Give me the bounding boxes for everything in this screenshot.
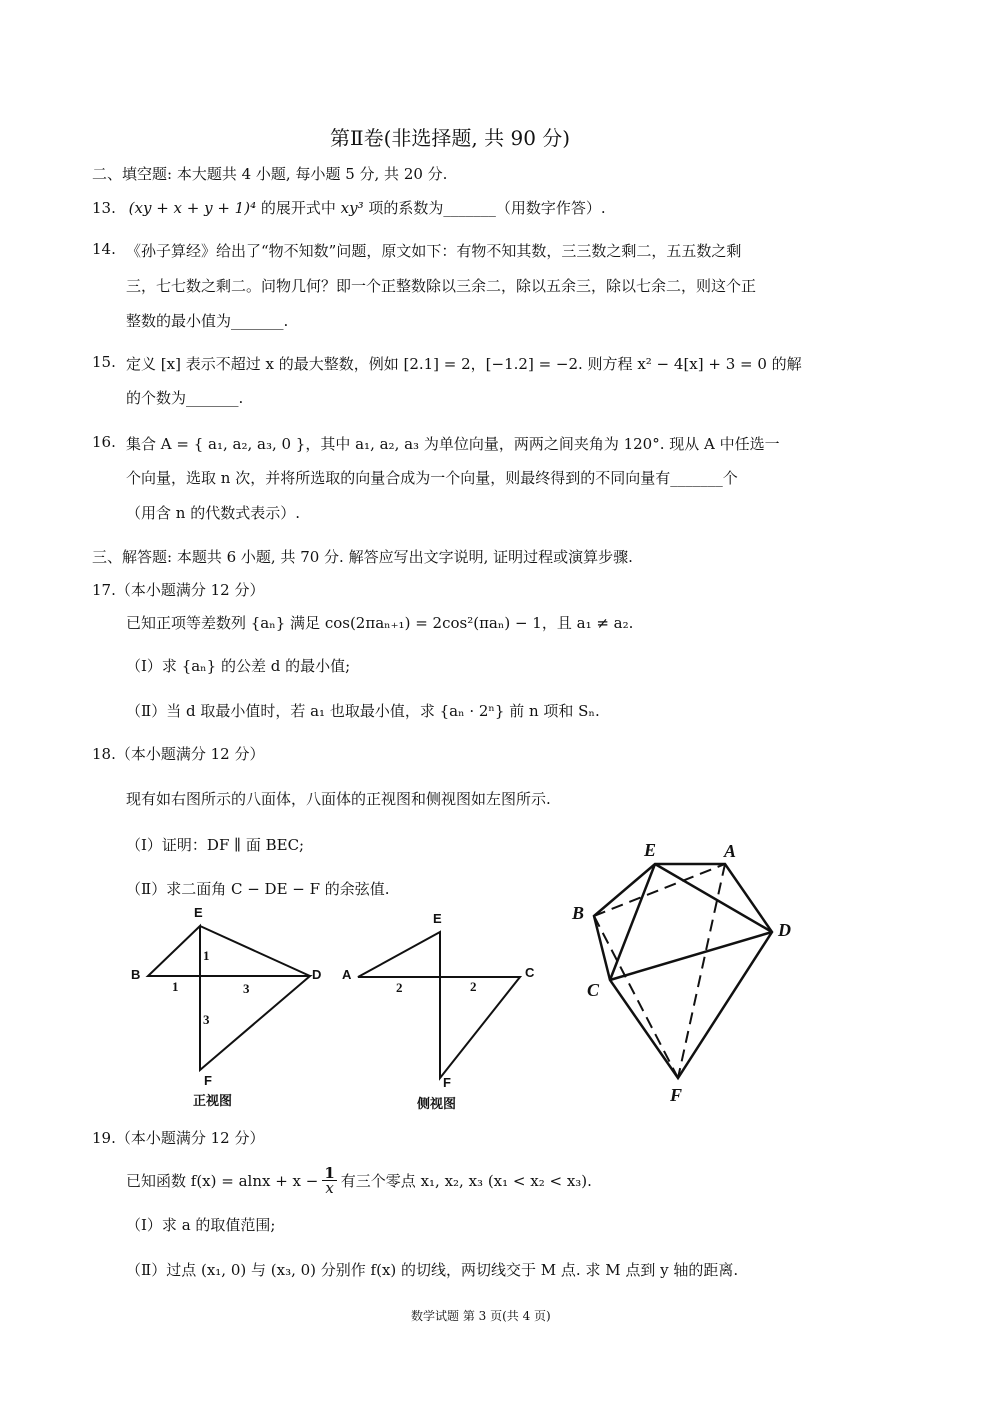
question-line: 集合 A = { a₁, a₂, a₃, 0 }，其中 a₁, a₂, a₃ 为单位向量，两两之间夹角为 120°. 现从 A 中任选一 (126, 435, 780, 453)
question-line: （用含 n 的代数式表示）. (126, 504, 300, 522)
question-line: 三，七七数之剩二。问物几何？即一个正整数除以三余二，除以五余三，除以七余二，则这个正 (126, 277, 757, 295)
page-title: 第Ⅱ卷(非选择题, 共 90 分) (330, 126, 571, 150)
side-view-label-C: C (525, 965, 535, 980)
question-line: 《孙子算经》给出了“物不知数”问题，原文如下：有物不知其数，三三数之剩二，五五数之剩 (126, 242, 742, 260)
question-heading: 18.（本小题满分 12 分） (92, 745, 265, 763)
front-view-label-D: D (312, 967, 322, 982)
question-part-1: （Ⅰ）求 a 的取值范围; (126, 1216, 276, 1234)
question-heading: 17.（本小题满分 12 分） (92, 581, 265, 599)
front-view-length: 1 (172, 979, 179, 994)
side-view-caption: 侧视图 (417, 1097, 457, 1112)
side-view-label-E: E (433, 911, 442, 926)
question-stem: 已知正项等差数列 {aₙ} 满足 cos(2πaₙ₊₁) = 2cos²(πaₙ) − 1，且 a₁ ≠ a₂. (126, 614, 634, 632)
question-part-1: （Ⅰ）证明：DF ∥ 面 BEC; (126, 836, 305, 854)
question-part-2: （Ⅱ）过点 (x₁, 0) 与 (x₃, 0) 分别作 f(x) 的切线，两切线交于 M 点. 求 M 点到 y 轴的距离. (126, 1261, 739, 1279)
fraction-numerator: 1 (324, 1164, 335, 1182)
front-view-caption: 正视图 (193, 1094, 233, 1109)
question-line: 个向量，选取 n 次，并将所选取的向量合成为一个向量，则最终得到的不同向量有_______个 (126, 469, 738, 487)
question-part-2: （Ⅱ）求二面角 C − DE − F 的余弦值. (126, 880, 390, 898)
text: 项的系数为_______（用数字作答）. (363, 199, 606, 217)
front-view-label-E: E (194, 905, 203, 920)
question-number: 15. (92, 353, 116, 371)
side-view-label-F: F (443, 1075, 451, 1090)
question-line: 整数的最小值为_______. (126, 312, 289, 330)
question-number: 13. (92, 199, 116, 217)
side-view-label-A: A (342, 967, 352, 982)
side-view-length: 2 (470, 979, 477, 994)
side-view-length: 2 (396, 980, 403, 995)
question-number: 16. (92, 433, 116, 451)
question-part-2: （Ⅱ）当 d 取最小值时，若 a₁ 也取最小值，求 {aₙ · 2ⁿ} 前 n 项和 Sₙ. (126, 702, 600, 720)
front-view-label-F: F (204, 1073, 212, 1088)
solid-label-B: B (572, 903, 585, 923)
question-line: 定义 [x] 表示不超过 x 的最大整数，例如 [2.1] = 2，[−1.2] = −2. 则方程 x² − 4[x] + 3 = 0 的解 (126, 355, 802, 373)
expression: (xy + x + y + 1)⁴ (128, 199, 257, 217)
solid-label-A: A (724, 841, 737, 861)
question-stem: 现有如右图所示的八面体，八面体的正视图和侧视图如左图所示. (126, 790, 551, 808)
stem-text: 已知函数 f(x) = alnx + x − (126, 1172, 319, 1190)
front-view-label-B: B (131, 967, 141, 982)
solid-label-F: F (670, 1085, 683, 1105)
solid-label-E: E (644, 840, 657, 860)
section-header-fill-in: 二、填空题: 本大题共 4 小题, 每小题 5 分, 共 20 分. (92, 165, 448, 183)
question-heading: 19.（本小题满分 12 分） (92, 1129, 265, 1147)
text: 的展开式中 (256, 199, 341, 217)
stem-text: 有三个零点 x₁, x₂, x₃ (x₁ < x₂ < x₃). (340, 1172, 592, 1190)
section-header-solve: 三、解答题: 本题共 6 小题, 共 70 分. 解答应写出文字说明, 证明过程或演算步骤. (92, 548, 633, 566)
question-number: 14. (92, 240, 116, 258)
page-footer: 数学试题 第 3 页(共 4 页) (411, 1309, 551, 1323)
question-part-1: （Ⅰ）求 {aₙ} 的公差 d 的最小值; (126, 657, 351, 675)
fraction-denominator: x (325, 1179, 334, 1197)
front-view-length: 1 (203, 948, 210, 963)
front-view-length: 3 (203, 1012, 210, 1027)
front-view-length: 3 (243, 981, 250, 996)
solid-label-D: D (778, 920, 791, 940)
fraction (322, 1166, 336, 1195)
question-stem (126, 1166, 592, 1195)
question-line: 的个数为_______. (126, 389, 244, 407)
solid-label-C: C (587, 980, 600, 1000)
term: xy³ (340, 199, 364, 217)
